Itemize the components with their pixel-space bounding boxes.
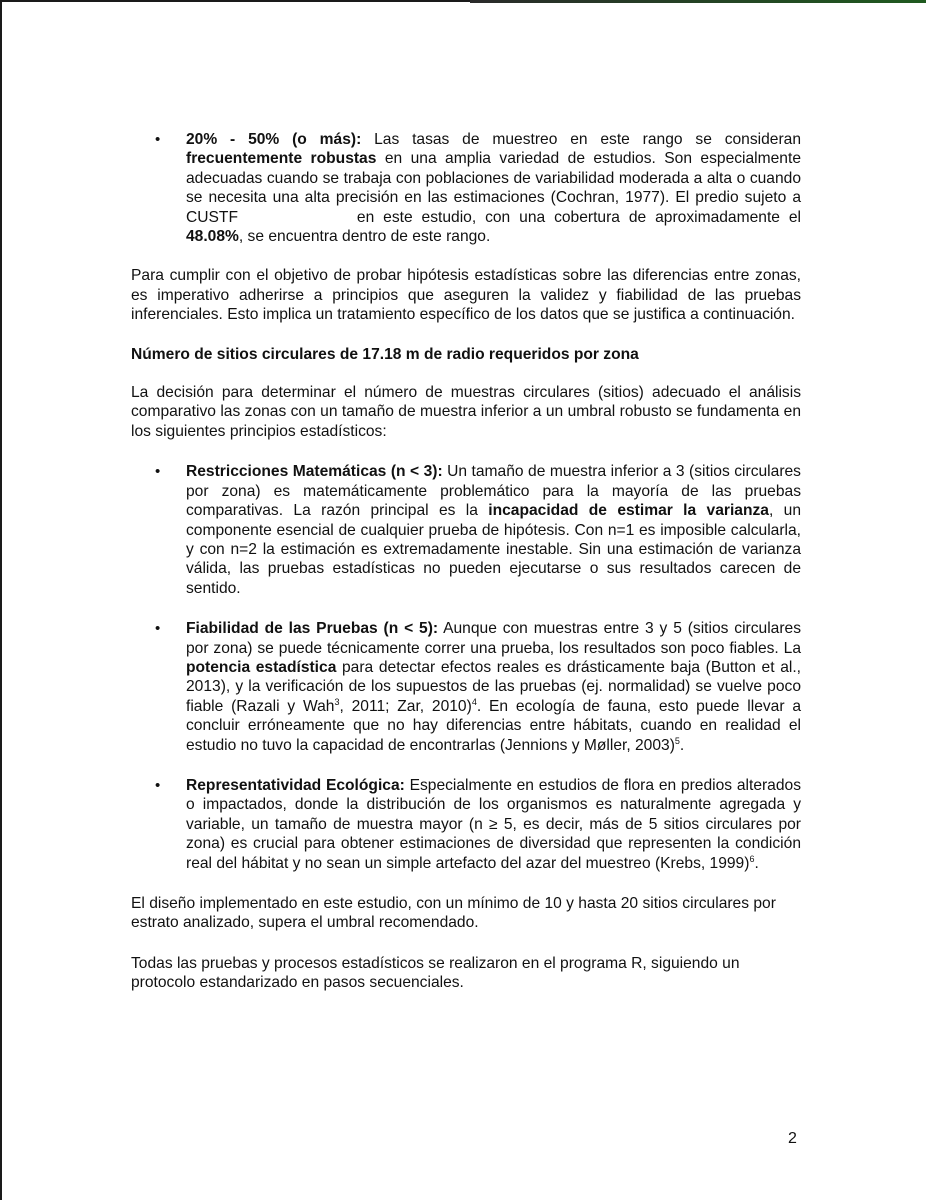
list-item-restrictions [131,462,801,598]
list-item-reliability [131,619,801,755]
bullet-icon: • [155,620,161,638]
item-emphasis: potencia estadística [186,658,337,676]
item-text: en una amplia variedad de estudios. Son especialmente adecuadas cuando se trabaja con poblaciones de variabilidad moderada a alta o cuando se necesita una alta precisión en las estimaciones (Cochran, 1977). El predio sujeto a CUSTF [186,150,801,226]
item-heading: Restricciones Matemáticas (n < 3): [186,463,443,481]
item-text: , se encuentra dentro de este rango. [238,228,491,246]
item-text: , un componente esencial de cualquier prueba de hipótesis. Con n=1 es imposible calcularla, y con n=2 la estimación es extremadamente inestable. Sin una estimación de varianza válida, las pruebas estadísticas no pueden ejecutarse o sus resultados carecen de sentido. [186,502,801,597]
item-text: Las tasas de muestreo en este rango se consideran [361,131,801,148]
item-text: . [679,736,685,754]
bullet-icon: • [155,776,161,794]
item-text: , 2011; Zar, 2010) [339,697,472,715]
bullet-icon: • [155,131,161,148]
document-body [131,130,801,993]
bullet-icon: • [155,463,161,481]
page-number: 2 [788,1130,797,1147]
footnote-ref: 4 [471,696,477,707]
paragraph-decision: La decisión para determinar el número de muestras circulares (sitios) adecuado el análisis comparativo las zonas con un tamaño de muestra inferior a un umbral robusto se fundamenta en los siguientes principios estadísticos: [131,384,801,440]
item-heading: Fiabilidad de las Pruebas (n < 5): [186,620,439,638]
list-item-sampling-range [131,130,801,246]
paragraph-software: Todas las pruebas y procesos estadísticos se realizaron en el programa R, siguiendo un protocolo estandarizado en pasos secuenciales. [131,954,740,992]
list-item-representativity [131,776,801,873]
footnote-ref: 3 [334,696,340,707]
item-heading: 20% - 50% (o más): [186,131,362,148]
item-text: para detectar efectos reales es drásticamente baja (Button et al., 2013), y la verificación de los supuestos de las pruebas (ej. normalidad) se vuelve poco fiable (Razali y Wah [186,658,802,715]
item-emphasis: incapacidad de estimar la varianza [488,502,769,520]
top-accent-bar [470,0,926,3]
item-text: Especialmente en estudios de flora en predios alterados o impactados, donde la distribución de los organismos es naturalmente agregada y variable, un tamaño de muestra mayor (n ≥ 5, es decir, más de 5 sitios circulares por zona) es crucial para obtener estimaciones de diversidad que representen la condición real del hábitat y no sean un simple artefacto del azar del muestreo (Krebs, 1999) [186,776,801,872]
footnote-ref: 5 [674,735,680,746]
paragraph-objective: Para cumplir con el objetivo de probar hipótesis estadísticas sobre las diferencias entre zonas, es imperativo adherirse a principios que aseguren la validez y fiabilidad de las pruebas inferenciales. Esto implica un tratamiento específico de los datos que se justifica a continuación. [131,267,801,324]
item-text: . [754,854,759,872]
item-heading: Representatividad Ecológica: [186,776,405,794]
item-text: . En ecología de fauna, esto puede llevar a concluir erróneamente que no hay diferencias entre hábitats, cuando en realidad el estudio no tuvo la capacidad de encontrarlas (Jennions y Møller, 2003) [186,697,801,754]
item-emphasis: frecuentemente robustas [186,150,377,168]
item-text: en este estudio, con una cobertura de aproximadamente el [347,208,801,226]
paragraph-design: El diseño implementado en este estudio, con un mínimo de 10 y hasta 20 sitios circulares por estrato analizado, supera el umbral recomendado. [131,895,776,932]
section-heading: Número de sitios circulares de 17.18 m de radio requeridos por zona [131,345,639,363]
coverage-value: 48.08% [186,228,239,246]
footnote-ref: 6 [749,853,755,864]
item-text: Aunque con muestras entre 3 y 5 (sitios circulares por zona) se puede técnicamente correr una prueba, los resultados son poco fiables. La [186,620,801,657]
item-text: Un tamaño de muestra inferior a 3 (sitios circulares por zona) es matemáticamente problemático para la mayoría de las pruebas comparativas. La razón principal es la [186,463,801,520]
